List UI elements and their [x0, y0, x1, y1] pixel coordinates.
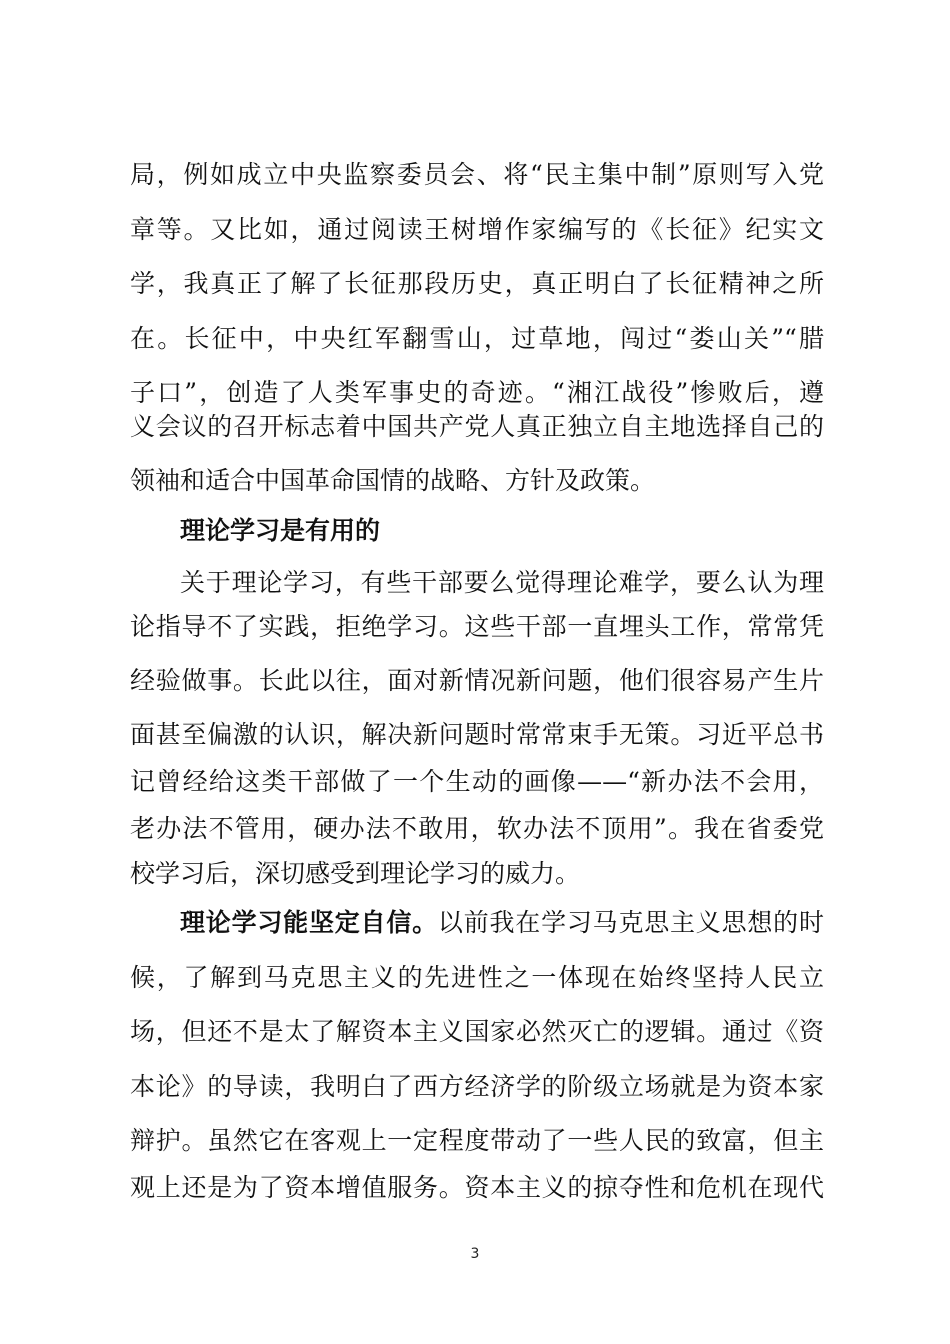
text-line: 义会议的召开标志着中国共产党人真正独立自主地选择自己的: [130, 412, 824, 441]
text-line: 场，但还不是太了解资本主义国家必然灭亡的逻辑。通过《资: [130, 1017, 824, 1046]
page-number: 3: [470, 1246, 480, 1262]
text-line: 经验做事。长此以往，面对新情况新问题，他们很容易产生片: [130, 666, 824, 695]
text-line: 章等。又比如，通过阅读王树增作家编写的《长征》纪实文: [130, 215, 824, 244]
text-line: 候，了解到马克思主义的先进性之一体现在始终坚持人民立: [130, 963, 824, 992]
text-line: 辩护。虽然它在客观上一定程度带动了一些人民的致富，但主: [130, 1126, 824, 1155]
text-line: 领袖和适合中国革命国情的战略、方针及政策。: [130, 466, 656, 495]
text-line: 在。长征中，中央红军翻雪山，过草地，闯过“娄山关”“腊: [130, 324, 824, 353]
text-line: 校学习后，深切感受到理论学习的威力。: [130, 859, 581, 888]
text-line: 本论》的导读，我明白了西方经济学的阶级立场就是为资本家: [130, 1072, 824, 1101]
text-line: 记曾经给这类干部做了一个生动的画像——“新办法不会用，: [130, 767, 824, 796]
text-line: 子口”，创造了人类军事史的奇迹。“湘江战役”惨败后，遵: [130, 378, 824, 407]
text-line: 观上还是为了资本增值服务。资本主义的掠夺性和危机在现代: [130, 1173, 824, 1202]
text-line: [180, 905, 824, 941]
text-line: 局，例如成立中央监察委员会、将“民主集中制”原则写入党: [130, 160, 824, 189]
section-heading: 理论学习是有用的: [180, 516, 381, 545]
text-line: 关于理论学习，有些干部要么觉得理论难学，要么认为理: [180, 568, 824, 597]
text-line: 面甚至偏激的认识，解决新问题时常常束手无策。习近平总书: [130, 720, 824, 749]
text-line: 学，我真正了解了长征那段历史，真正明白了长征精神之所: [130, 269, 824, 298]
text-line: 论指导不了实践，拒绝学习。这些干部一直埋头工作，常常凭: [130, 612, 824, 641]
text-line: 老办法不管用，硬办法不敢用，软办法不顶用”。我在省委党: [130, 814, 824, 843]
paragraph-lead: 理论学习能坚定自信。: [180, 908, 438, 937]
text-line-rest: 以前我在学习马克思主义思想的时: [437, 908, 824, 937]
